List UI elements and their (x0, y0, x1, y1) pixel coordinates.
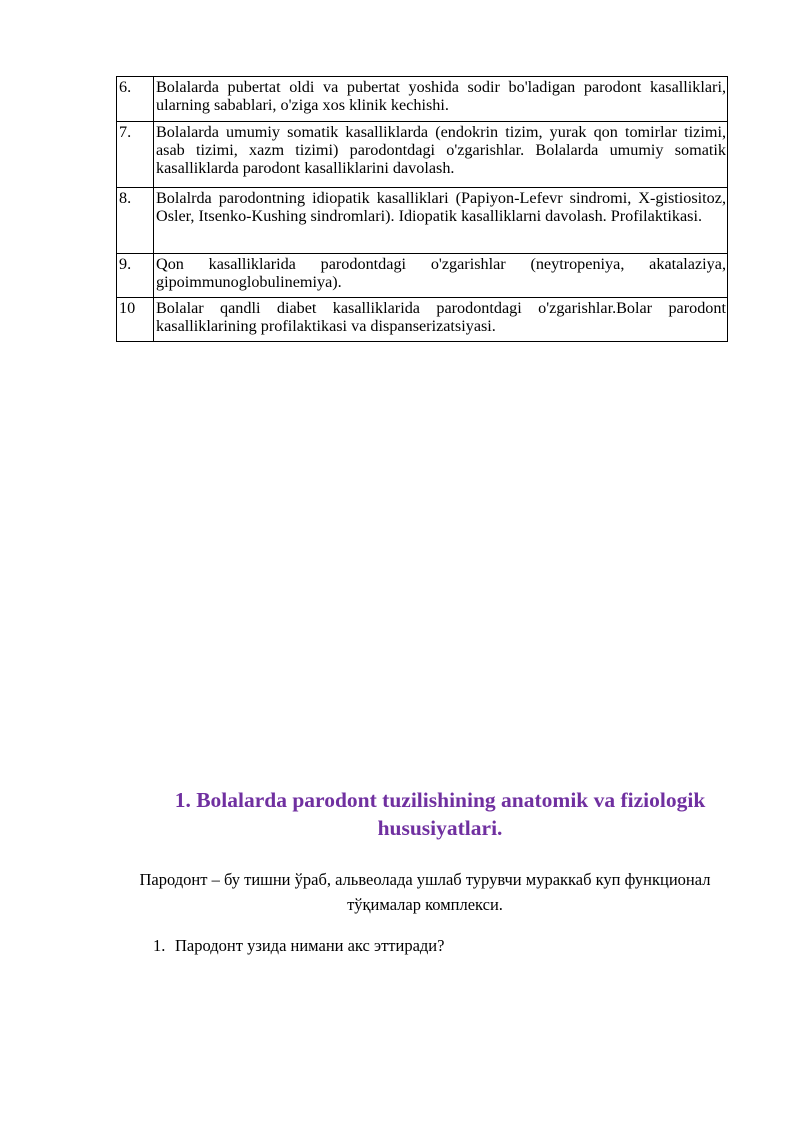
question-text: Пародонт узида нимани акс эттиради? (175, 936, 445, 955)
topics-table (116, 76, 728, 342)
table-row (117, 188, 728, 254)
table-row (117, 77, 728, 122)
row-number: 6. (117, 77, 154, 122)
row-topic: Bolalarda pubertat oldi va pubertat yoshida sodir bo'ladigan parodont kasalliklari, ularning sabablari, o'ziga xos klinik kechishi. (154, 77, 728, 122)
question-item (153, 933, 713, 958)
definition-paragraph: Пародонт – бу тишни ўраб, альвеолада ушлаб турувчи мураккаб куп функционал тўқималар комплекси. (139, 870, 711, 914)
row-topic: Bolalrda parodontning idiopatik kasalliklari (Papiyon-Lefevr sindromi, X-gistiositoz, Osler, Itsenko-Kushing sindromlari). Idiopatik kasalliklarni davolash. Profilaktikasi. (154, 188, 728, 254)
row-topic: Bolalarda umumiy somatik kasalliklarda (endokrin tizim, yurak qon tomirlar tizimi, asab tizimi, xazm tizimi) parodontdagi o'zgarishlar. Bolalarda umumiy somatik kasalliklarda parodont kasalliklarini davolash. (154, 122, 728, 188)
section-heading: 1. Bolalarda parodont tuzilishining anatomik va fiziologik hususiyatlari. (174, 788, 706, 840)
question-number: 1. (153, 936, 166, 955)
row-topic: Bolalar qandli diabet kasalliklarida parodontdagi o'zgarishlar.Bolar parodont kasalliklarining profilaktikasi va dispanserizatsiyasi. (154, 298, 728, 342)
table-row (117, 122, 728, 188)
row-number: 9. (117, 254, 154, 298)
row-topic: Qon kasalliklarida parodontdagi o'zgarishlar (neytropeniya, akatalaziya, gipoimmunoglobulinemiya). (154, 254, 728, 298)
table-row (117, 254, 728, 298)
table-row (117, 298, 728, 342)
row-number: 8. (117, 188, 154, 254)
row-number: 10 (117, 298, 154, 342)
row-number: 7. (117, 122, 154, 188)
